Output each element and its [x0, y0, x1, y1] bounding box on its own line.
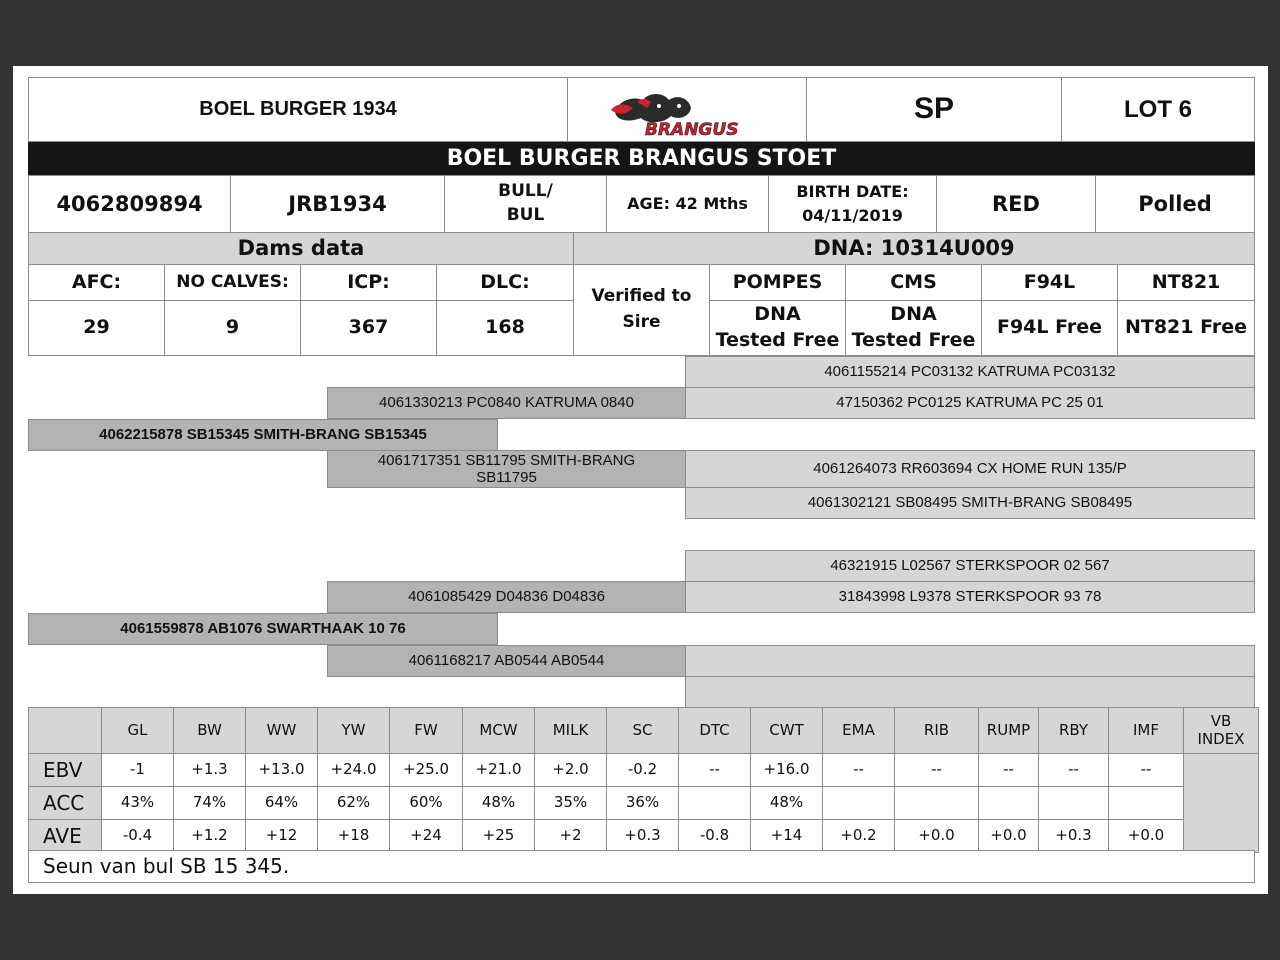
dna-result-line2: Tested Free	[851, 329, 976, 351]
sex-cell	[444, 175, 607, 233]
pedigree-sire-dam: 4061717351 SB11795 SMITH-BRANG SB11795	[327, 450, 686, 488]
age: AGE: 42 Mths	[606, 175, 769, 233]
ebv-value-cell: +0.0	[978, 819, 1039, 853]
dna-result-line1: DNA	[890, 303, 937, 326]
ebv-value-cell: +12	[245, 819, 318, 853]
ebv-column-header: MCW	[462, 707, 535, 754]
ebv-value-cell: 48%	[750, 786, 823, 820]
ebv-value-cell: +24.0	[317, 753, 390, 787]
ebv-value-cell: 64%	[245, 786, 318, 820]
brangus-logo	[567, 77, 807, 142]
ebv-value-cell: 62%	[317, 786, 390, 820]
ebv-column-header: MILK	[534, 707, 607, 754]
dna-result-pompes	[709, 300, 846, 356]
ebv-value-cell: +0.0	[1108, 819, 1184, 853]
ebv-value-cell: +1.3	[173, 753, 246, 787]
dna-test-cms: CMS	[845, 264, 982, 301]
ebv-value-cell	[894, 786, 979, 820]
dna-test-f94l: F94L	[981, 264, 1118, 301]
dams-label-dlc: DLC:	[436, 264, 574, 301]
ebv-value-cell: +2	[534, 819, 607, 853]
pedigree-sire-sire-dam: 47150362 PC0125 KATRUMA PC 25 01	[685, 387, 1255, 419]
ebv-value-cell	[1038, 786, 1109, 820]
pedigree-dam-sire: 4061085429 D04836 D04836	[327, 581, 686, 613]
ebv-column-header: GL	[101, 707, 174, 754]
ebv-value-cell: 43%	[101, 786, 174, 820]
birth-date: 04/11/2019	[802, 206, 903, 225]
dna-result-f94l: F94L Free	[981, 300, 1118, 356]
ebv-column-header: DTC	[678, 707, 751, 754]
dams-data-title: Dams data	[28, 232, 574, 265]
horn-status: Polled	[1095, 175, 1255, 233]
dams-value-dlc: 168	[436, 300, 574, 356]
dams-value-no-calves: 9	[164, 300, 301, 356]
sex-line2: BUL	[506, 205, 545, 225]
pedigree-sire-dam-dam: 4061302121 SB08495 SMITH-BRANG SB08495	[685, 487, 1255, 519]
registration-number: 4062809894	[28, 175, 231, 233]
ebv-column-header: FW	[389, 707, 463, 754]
dams-label-icp: ICP:	[300, 264, 437, 301]
ebv-value-cell: --	[1038, 753, 1109, 787]
dams-label-afc: AFC:	[28, 264, 165, 301]
ebv-value-cell	[822, 786, 895, 820]
ebv-value-cell: --	[822, 753, 895, 787]
ebv-column-header: WW	[245, 707, 318, 754]
dna-title: DNA: 10314U009	[573, 232, 1255, 265]
pedigree-dam-dam-sire	[685, 645, 1255, 677]
birth-date-cell	[768, 175, 937, 233]
ebv-value-cell: +18	[317, 819, 390, 853]
pedigree-sire-dam-sire: 4061264073 RR603694 CX HOME RUN 135/P	[685, 450, 1255, 488]
ebv-value-cell: +2.0	[534, 753, 607, 787]
dna-test-nt821: NT821	[1117, 264, 1255, 301]
pedigree-sire: 4062215878 SB15345 SMITH-BRANG SB15345	[28, 419, 498, 451]
pedigree-dam-dam-dam	[685, 676, 1255, 708]
ebv-column-header: EMA	[822, 707, 895, 754]
ebv-value-cell: -0.8	[678, 819, 751, 853]
ebv-column-header: SC	[606, 707, 679, 754]
ebv-value-cell: +24	[389, 819, 463, 853]
ebv-corner-cell	[28, 707, 102, 754]
dna-test-pompes: POMPES	[709, 264, 846, 301]
ebv-column-header: CWT	[750, 707, 823, 754]
ebv-value-cell	[978, 786, 1039, 820]
lot-number: LOT 6	[1061, 77, 1255, 142]
comment: Seun van bul SB 15 345.	[28, 850, 1255, 883]
ebv-column-header: RUMP	[978, 707, 1039, 754]
ebv-value-cell	[1108, 786, 1184, 820]
svg-text:BRANGUS: BRANGUS	[645, 119, 739, 138]
ebv-value-cell: +1.2	[173, 819, 246, 853]
ebv-row-label: ACC	[28, 786, 102, 820]
pedigree-dam-sire-dam: 31843998 L9378 STERKSPOOR 93 78	[685, 581, 1255, 613]
vb-index-line1: VB	[1210, 712, 1232, 731]
ebv-value-cell: 35%	[534, 786, 607, 820]
birth-date-label: BIRTH DATE:	[796, 181, 909, 201]
sex-line1: BULL/	[498, 181, 553, 202]
dna-result-line1: DNA	[754, 303, 801, 326]
pedigree-dam-sire-sire: 46321915 L02567 STERKSPOOR 02 567	[685, 550, 1255, 582]
ebv-value-cell: --	[678, 753, 751, 787]
vb-index-value	[1183, 753, 1259, 853]
ebv-value-cell: +0.3	[1038, 819, 1109, 853]
dams-value-afc: 29	[28, 300, 165, 356]
ebv-value-cell: +25.0	[389, 753, 463, 787]
ebv-value-cell: --	[1108, 753, 1184, 787]
pedigree-sire-sire: 4061330213 PC0840 KATRUMA 0840	[327, 387, 686, 419]
ebv-value-cell: -0.2	[606, 753, 679, 787]
ebv-value-cell: -1	[101, 753, 174, 787]
ebv-value-cell: +0.0	[894, 819, 979, 853]
ebv-value-cell: --	[978, 753, 1039, 787]
breeder-banner: BOEL BURGER BRANGUS STOET	[28, 142, 1255, 175]
vb-index-line2: INDEX	[1197, 729, 1245, 748]
ebv-column-header: YW	[317, 707, 390, 754]
animal-id: JRB1934	[230, 175, 445, 233]
brangus-logo-icon	[607, 82, 767, 138]
colour: RED	[936, 175, 1096, 233]
ebv-column-header: IMF	[1108, 707, 1184, 754]
pedigree-dam: 4061559878 AB1076 SWARTHAAK 10 76	[28, 613, 498, 645]
dams-value-icp: 367	[300, 300, 437, 356]
verified-line1: Verified to	[591, 286, 692, 307]
ebv-value-cell: 48%	[462, 786, 535, 820]
vb-index-header	[1183, 707, 1259, 754]
sp-label: SP	[806, 77, 1062, 142]
ebv-value-cell: 36%	[606, 786, 679, 820]
animal-name: BOEL BURGER 1934	[28, 77, 568, 142]
ebv-value-cell: 74%	[173, 786, 246, 820]
ebv-row-label: AVE	[28, 819, 102, 853]
ebv-row-label: EBV	[28, 753, 102, 787]
ebv-value-cell: +13.0	[245, 753, 318, 787]
dna-result-cms	[845, 300, 982, 356]
ebv-value-cell: 60%	[389, 786, 463, 820]
ebv-value-cell: +25	[462, 819, 535, 853]
verified-to-sire	[573, 264, 710, 356]
pedigree-dam-dam: 4061168217 AB0544 AB0544	[327, 645, 686, 677]
ebv-value-cell: --	[894, 753, 979, 787]
lot-card	[13, 66, 1268, 894]
ebv-value-cell: +0.3	[606, 819, 679, 853]
dna-result-line2: Tested Free	[715, 329, 840, 351]
ebv-value-cell: -0.4	[101, 819, 174, 853]
ebv-value-cell	[678, 786, 751, 820]
pedigree-sire-sire-sire: 4061155214 PC03132 KATRUMA PC03132	[685, 356, 1255, 388]
ebv-column-header: RIB	[894, 707, 979, 754]
ebv-value-cell: +0.2	[822, 819, 895, 853]
verified-line2: Sire	[622, 312, 661, 332]
dams-label-no-calves: NO CALVES:	[164, 264, 301, 301]
ebv-column-header: BW	[173, 707, 246, 754]
ebv-value-cell: +14	[750, 819, 823, 853]
dna-result-nt821: NT821 Free	[1117, 300, 1255, 356]
ebv-value-cell: +16.0	[750, 753, 823, 787]
ebv-column-header: RBY	[1038, 707, 1109, 754]
ebv-value-cell: +21.0	[462, 753, 535, 787]
